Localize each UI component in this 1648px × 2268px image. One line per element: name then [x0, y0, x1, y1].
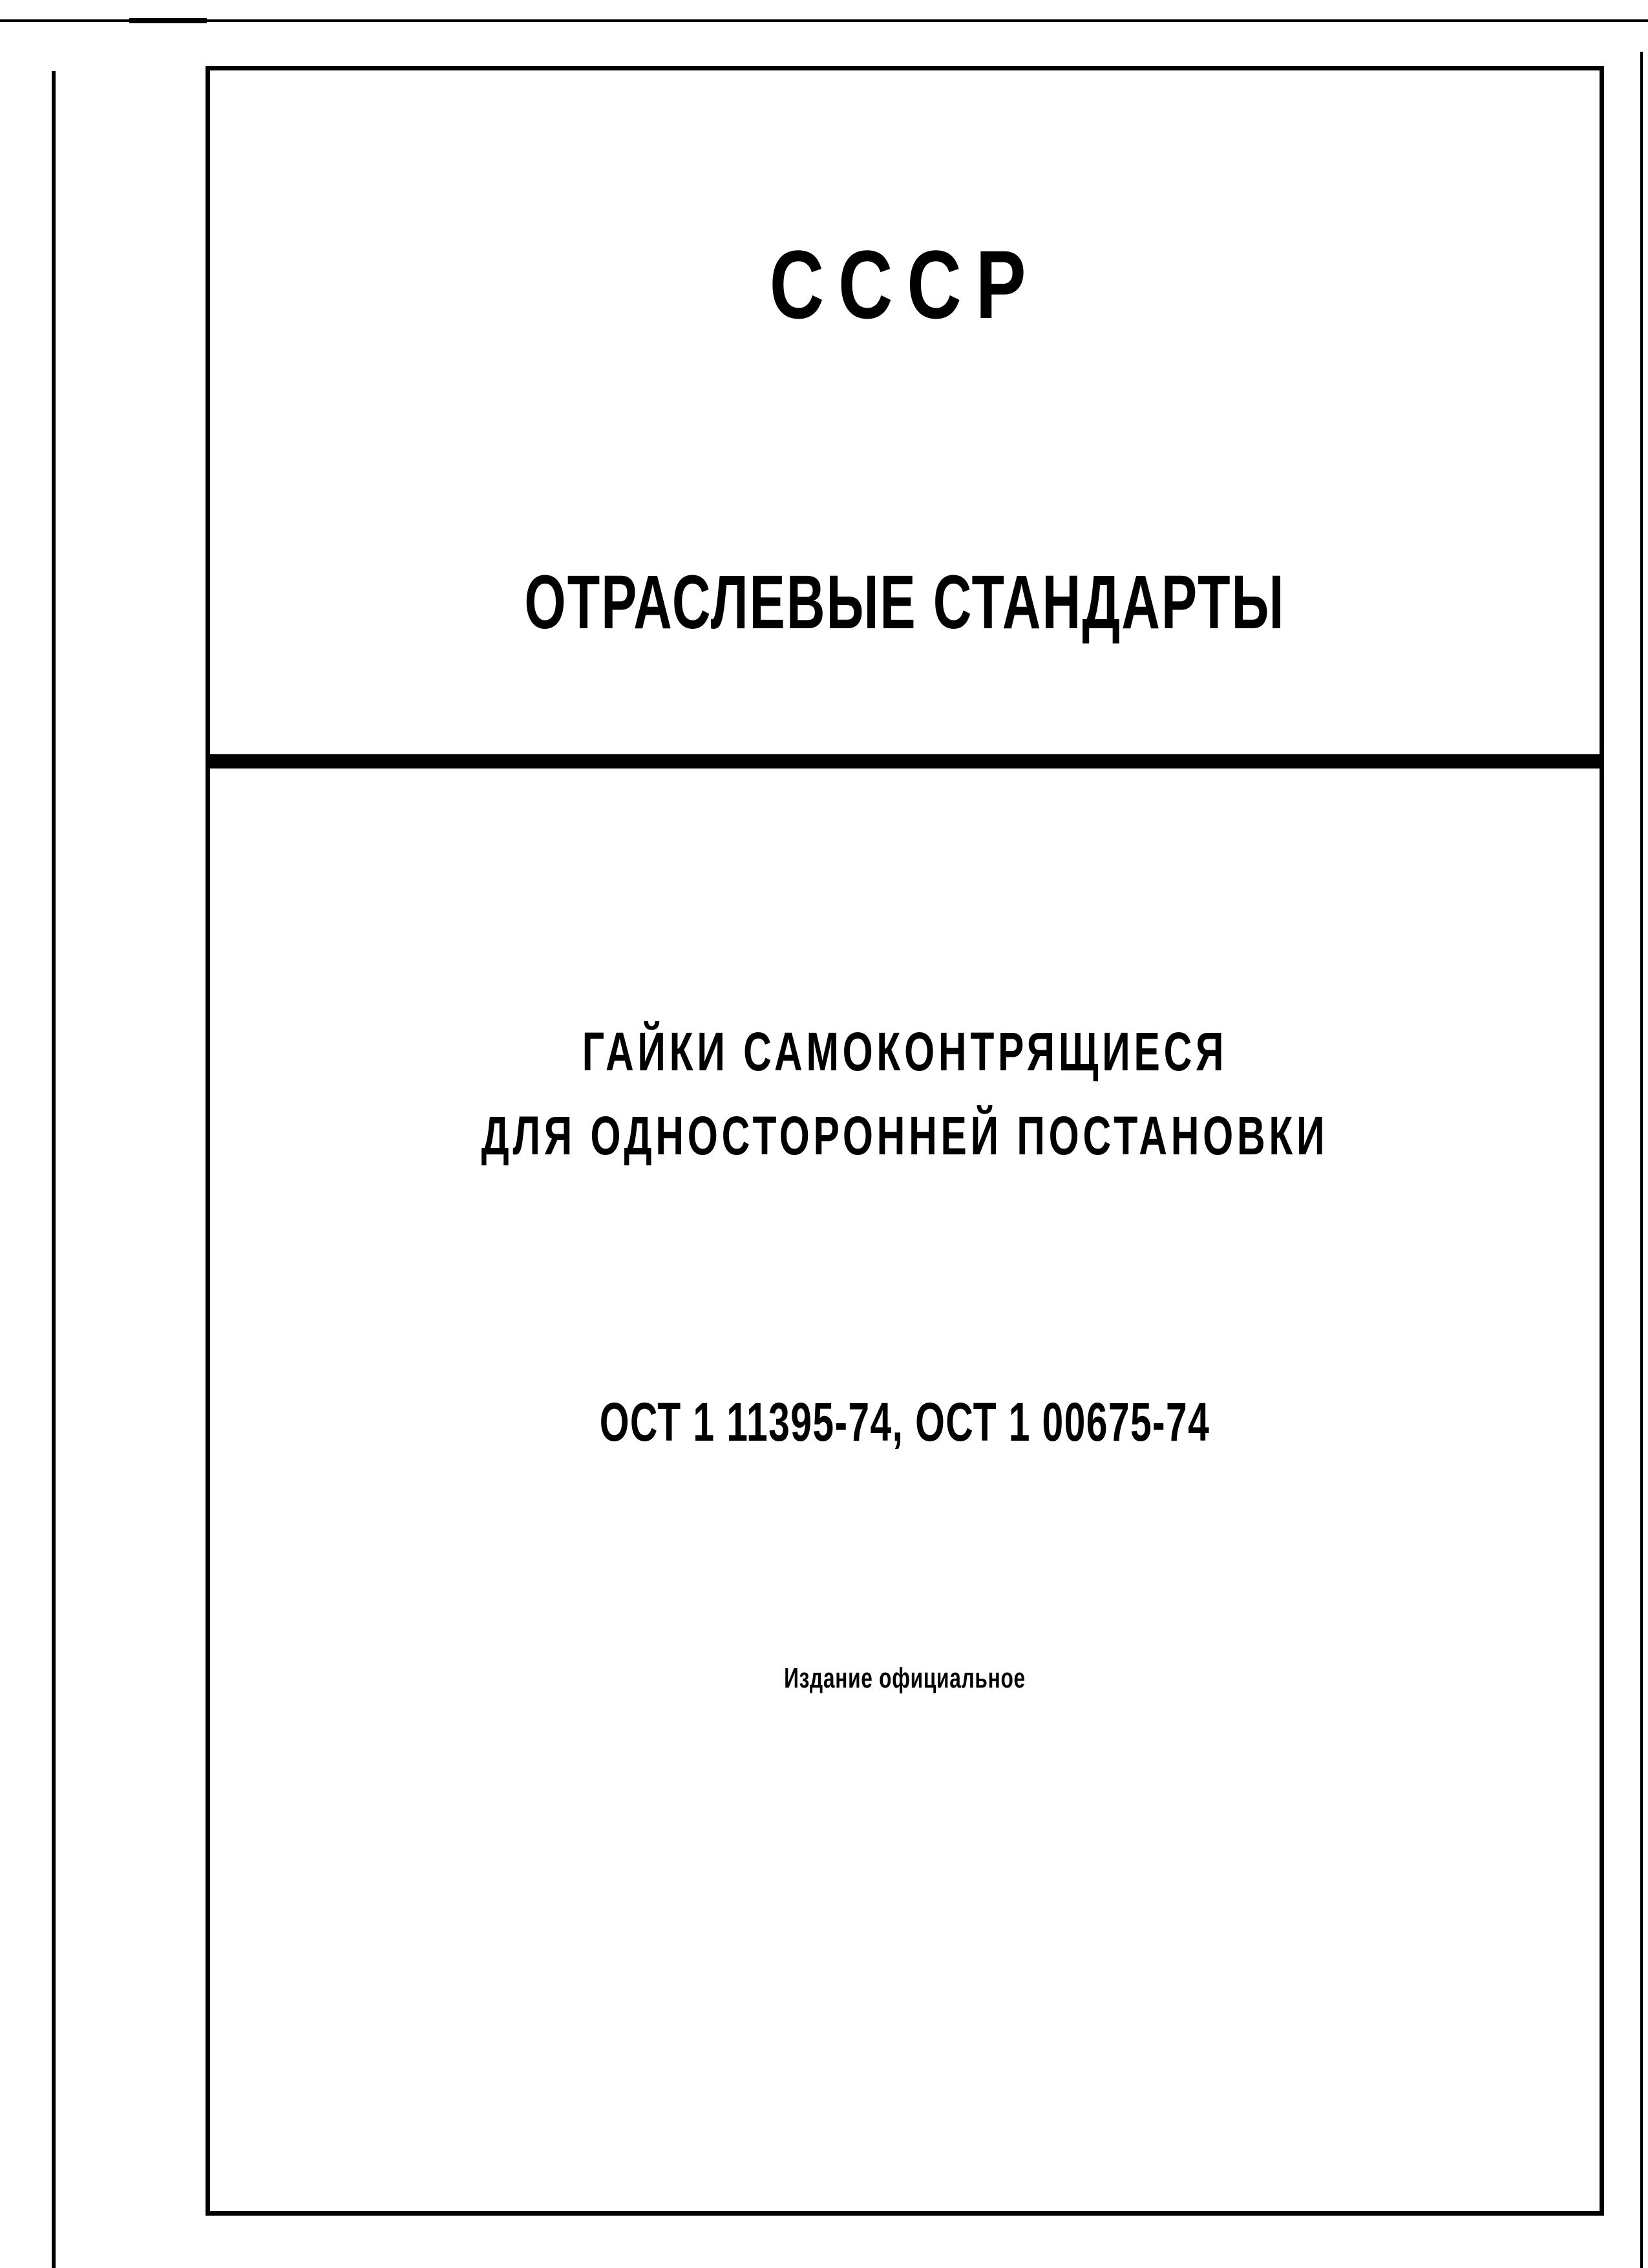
cover-body-section — [210, 768, 1600, 2211]
scan-edge-top-thick — [129, 18, 207, 23]
edition-note: Издание официальное — [784, 1662, 1026, 1694]
cover-header-section — [210, 70, 1600, 754]
section-divider — [206, 754, 1604, 768]
scan-edge-left — [52, 71, 56, 2268]
document-title-line-1: ГАЙКИ САМОКОНТРЯЩИЕСЯ — [582, 1021, 1228, 1082]
standard-codes: ОСТ 1 11395-74, ОСТ 1 00675-74 — [599, 1392, 1210, 1452]
document-title-line-2: ДЛЯ ОДНОСТОРОННЕЙ ПОСТАНОВКИ — [481, 1105, 1329, 1166]
scan-edge-right — [1640, 52, 1643, 2268]
cover-frame — [206, 66, 1604, 2216]
series-heading: ОТРАСЛЕВЫЕ СТАНДАРТЫ — [524, 560, 1285, 645]
country-heading: СССР — [769, 230, 1041, 339]
scan-edge-top — [0, 19, 1648, 22]
